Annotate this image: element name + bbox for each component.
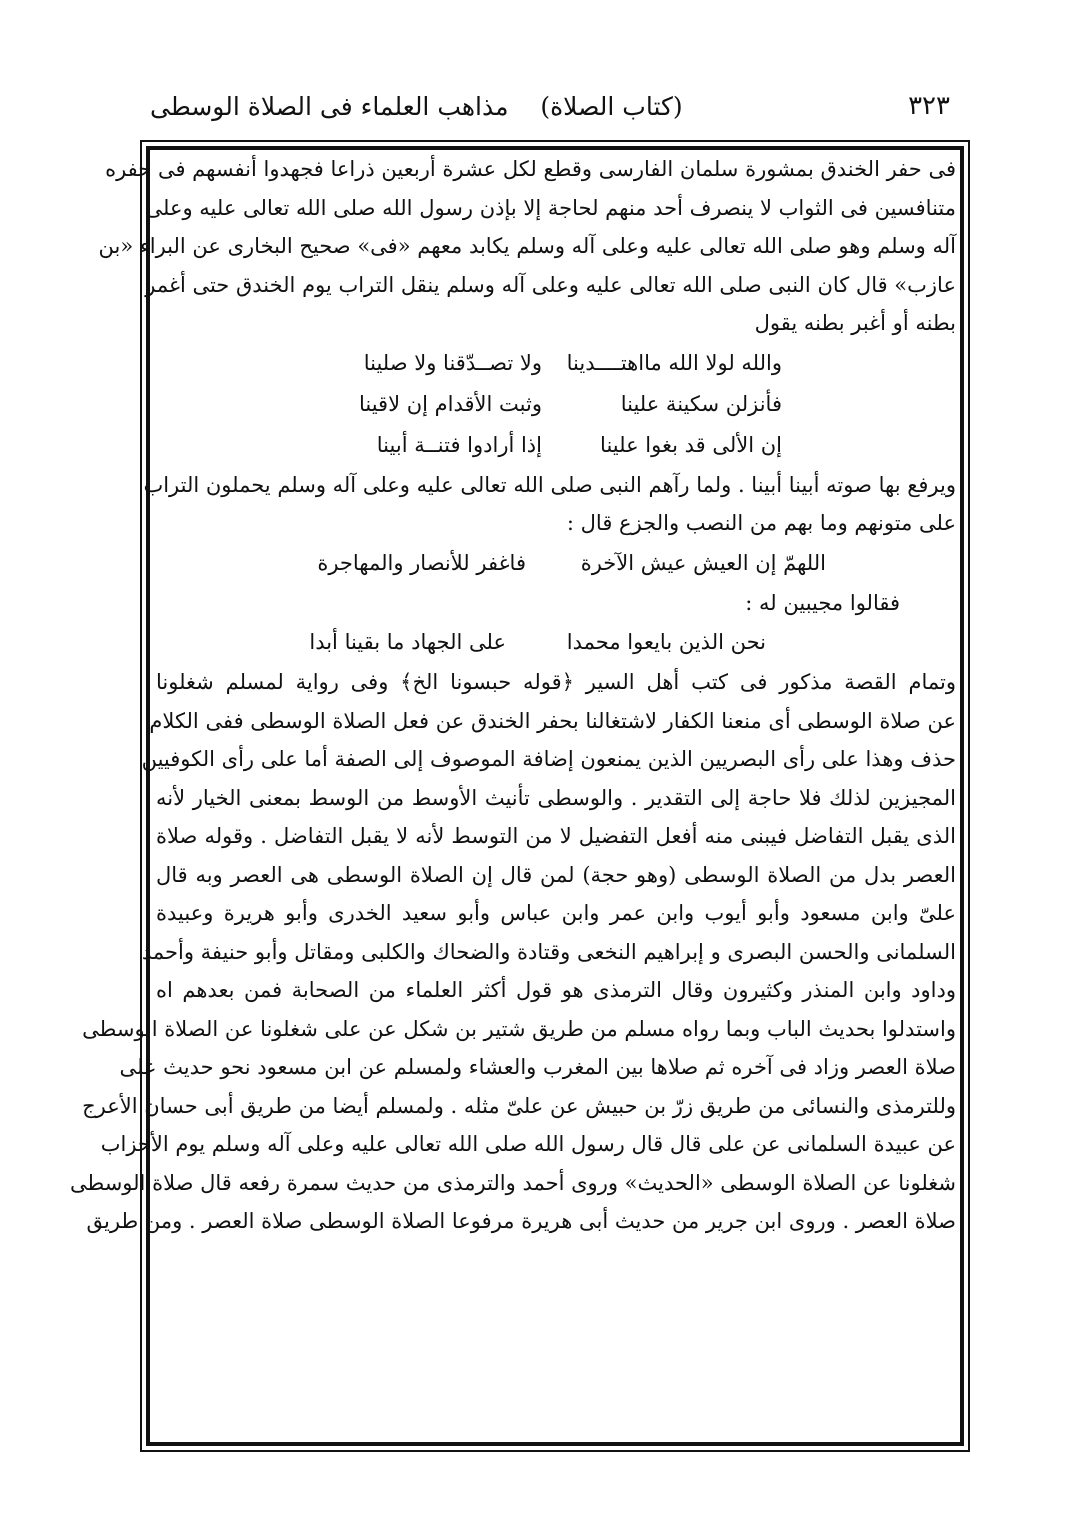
text-line: عازب» قال كان النبى صلى الله تعالى عليه وعلى آله وسلم ينقل التراب يوم الخندق حتى أغمر <box>145 272 956 297</box>
text-line: عن صلاة الوسطى أى منعنا الكفار لاشتغالنا بحفر الخندق عن فعل الصلاة الوسطى ففى الكلام <box>149 708 956 733</box>
text-line: على متونهم وما بهم من النصب والجزع قال : <box>566 511 956 535</box>
text-line: حذف وهذا على رأى البصريين الذين يمنعون إضافة الموصوف إلى الصفة أما على رأى الكوفيين <box>141 747 956 771</box>
verse-second-hemistich: على الجهاد ما بقينا أبدا <box>309 630 506 654</box>
text-line: وتمام القصة مذكور فى كتب أهل السير ﴿قوله حبسونا الخ﴾ وفى رواية لمسلم شغلونا <box>156 670 956 694</box>
verse-first-hemistich: فأنزلن سكينة علينا <box>620 391 782 416</box>
text-body <box>69 150 956 1440</box>
text-line: شغلونا عن الصلاة الوسطى «الحديث» وروى أحمد والترمذى من حديث سمرة رفعه قال صلاة الوسطى <box>69 1170 956 1195</box>
text-line: عن عبيدة السلمانى عن على قال قال رسول الله صلى الله تعالى عليه وعلى آله وسلم يوم الأحزاب <box>100 1132 956 1156</box>
page-header <box>150 76 950 136</box>
verse-line <box>156 622 956 663</box>
text-line: علىّ وابن مسعود وأبو أيوب وابن عمر وابن عباس وأبو سعيد الخدرى وأبو هريرة وعبيدة <box>156 901 956 925</box>
running-title <box>150 92 683 121</box>
book-title: (كتاب الصلاة) <box>540 91 683 121</box>
verse-line <box>156 543 956 584</box>
text-line: آله وسلم وهو صلى الله تعالى عليه وعلى آله وسلم يكابد معهم «فى» صحيح البخارى عن البراء «بن <box>98 234 956 258</box>
verse-first-hemistich: والله لولا الله مااهتــــدينا <box>566 350 782 375</box>
text-line: بطنه أو أغبر بطنه يقول <box>754 311 956 335</box>
text-line: فى حفر الخندق بمشورة سلمان الفارسى وقطع لكل عشرة أربعين ذراعا فجهدوا أنفسهم فى حفره <box>105 157 956 181</box>
text-line: العصر بدل من الصلاة الوسطى (وهو حجة) لمن قال إن الصلاة الوسطى هى العصر وبه قال <box>156 862 956 887</box>
text-line: صلاة العصر . وروى ابن جرير من حديث أبى هريرة مرفوعا الصلاة الوسطى صلاة العصر . ومن طريق <box>86 1209 956 1233</box>
verse-second-hemistich: إذا أرادوا فتنــة أبينا <box>376 432 542 457</box>
verse-first-hemistich: نحن الذين بايعوا محمدا <box>566 630 766 654</box>
verse-first-hemistich: إن الألى قد بغوا علينا <box>600 432 782 457</box>
text-line: متنافسين فى الثواب لا ينصرف أحد منهم لحاجة إلا بإذن رسول الله صلى الله تعالى عليه وعلى <box>145 195 956 220</box>
verse-line <box>156 425 956 466</box>
text-line: ويرفع بها صوته أبينا أبينا . ولما رآهم النبى صلى الله تعالى عليه وعلى آله وسلم يحملون التراب <box>143 472 956 497</box>
verse-line <box>156 384 956 425</box>
text-line: المجيزين لذلك فلا حاجة إلى التقدير . والوسطى تأنيث الأوسط من الوسط بمعنى الخيار لأنه <box>156 785 956 810</box>
chapter-title: مذاهب العلماء فى الصلاة الوسطى <box>150 91 509 121</box>
text-line: الذى يقبل التفاضل فيبنى منه أفعل التفضيل لا من التوسط لأنه لا يقبل التفاضل . وقوله صلاة <box>156 824 956 848</box>
verse-second-hemistich: فاغفر للأنصار والمهاجرة <box>317 550 526 575</box>
verse-line <box>156 343 956 384</box>
verse-second-hemistich: ولا تصــدّقنا ولا صلينا <box>363 350 542 375</box>
verse-second-hemistich: وثبت الأقدام إن لاقينا <box>358 391 542 416</box>
text-line: صلاة العصر وزاد فى آخره ثم صلاها بين المغرب والعشاء ولمسلم عن ابن مسعود نحو حديث على <box>119 1055 956 1079</box>
text-line: فقالوا مجيبين له : <box>745 590 900 615</box>
page-number: ٣٢٣ <box>908 91 950 121</box>
text-line: السلمانى والحسن البصرى و إبراهيم النخعى وقتادة والضحاك والكلبى ومقاتل وأبو حنيفة وأحمد <box>141 939 956 964</box>
text-line: واستدلوا بحديث الباب وبما رواه مسلم من طريق شتير بن شكل عن على شغلونا عن الصلاة الوسطى <box>82 1016 956 1041</box>
text-line: وللترمذى والنسائى من طريق زرّ بن حبيش عن علىّ مثله . ولمسلم أيضا من طريق أبى حسان الأعرج <box>82 1093 956 1118</box>
verse-first-hemistich: اللهمّ إن العيش عيش الآخرة <box>580 550 826 575</box>
text-line: وداود وابن المنذر وكثيرون وقال الترمذى هو قول أكثر العلماء من الصحابة فمن بعدهم اه <box>156 978 956 1002</box>
